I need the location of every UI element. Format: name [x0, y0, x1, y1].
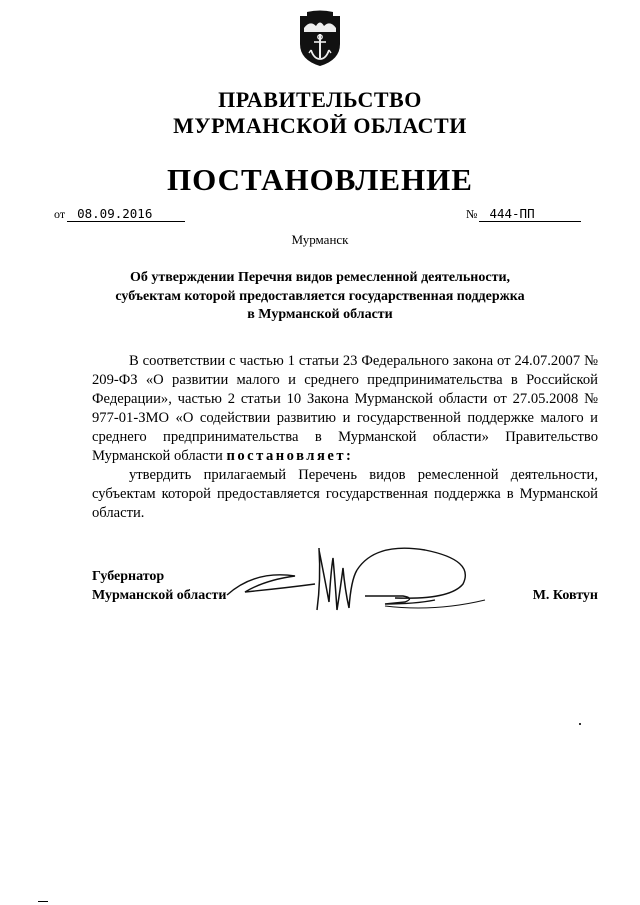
document-type-title: ПОСТАНОВЛЕНИЕ	[167, 162, 473, 197]
number-block	[466, 206, 581, 222]
resolution-paragraph	[92, 466, 598, 523]
city-name: Мурманск	[291, 232, 349, 247]
position-line: Мурманской области	[92, 588, 227, 603]
position-line: Губернатор	[92, 569, 165, 584]
decree-word: постановляет:	[226, 448, 354, 464]
scan-speck	[579, 723, 581, 725]
murmansk-coat-of-arms-icon	[296, 10, 344, 68]
preamble-text: В соответствии с частью 1 статьи 23 Федерального закона от 24.07.2007 № 209-ФЗ «О развитии малого и среднего предпринимательства в Российской Федерации», частью 2 статьи 10 Закона Мурманской области от 27.05.2008 № 977-01-ЗМО «О содействии развитию и государственной поддержке малого и среднего предпринимательства в Мурманской области» Правительство Мурманской области	[92, 353, 598, 464]
government-title-line1: ПРАВИТЕЛЬСТВО	[218, 87, 422, 112]
government-title-line2: МУРМАНСКОЙ ОБЛАСТИ	[173, 113, 467, 138]
signatory-name: М. Ковтун	[532, 588, 598, 603]
number-value: 444-ПП	[479, 207, 581, 222]
preamble-paragraph	[92, 352, 598, 466]
date-label: от	[54, 207, 66, 221]
subject-line: Об утверждении Перечня видов ремесленной деятельности,	[129, 270, 511, 285]
resolution-text: утвердить прилагаемый Перечень видов ремесленной деятельности, субъектам которой предоставляется государственная поддержка в Мурманской области.	[92, 467, 598, 521]
document-body	[92, 352, 598, 523]
signatory-position	[92, 567, 226, 605]
date-value: 08.09.2016	[67, 207, 185, 222]
date-block	[54, 206, 185, 222]
footer-mark	[38, 901, 48, 902]
subject-line: субъектам которой предоставляется государственная поддержка	[115, 288, 525, 304]
handwritten-signature	[225, 540, 515, 620]
subject-line: в Мурманской области	[247, 307, 393, 322]
number-label: №	[466, 207, 478, 221]
document-subject	[100, 269, 540, 325]
